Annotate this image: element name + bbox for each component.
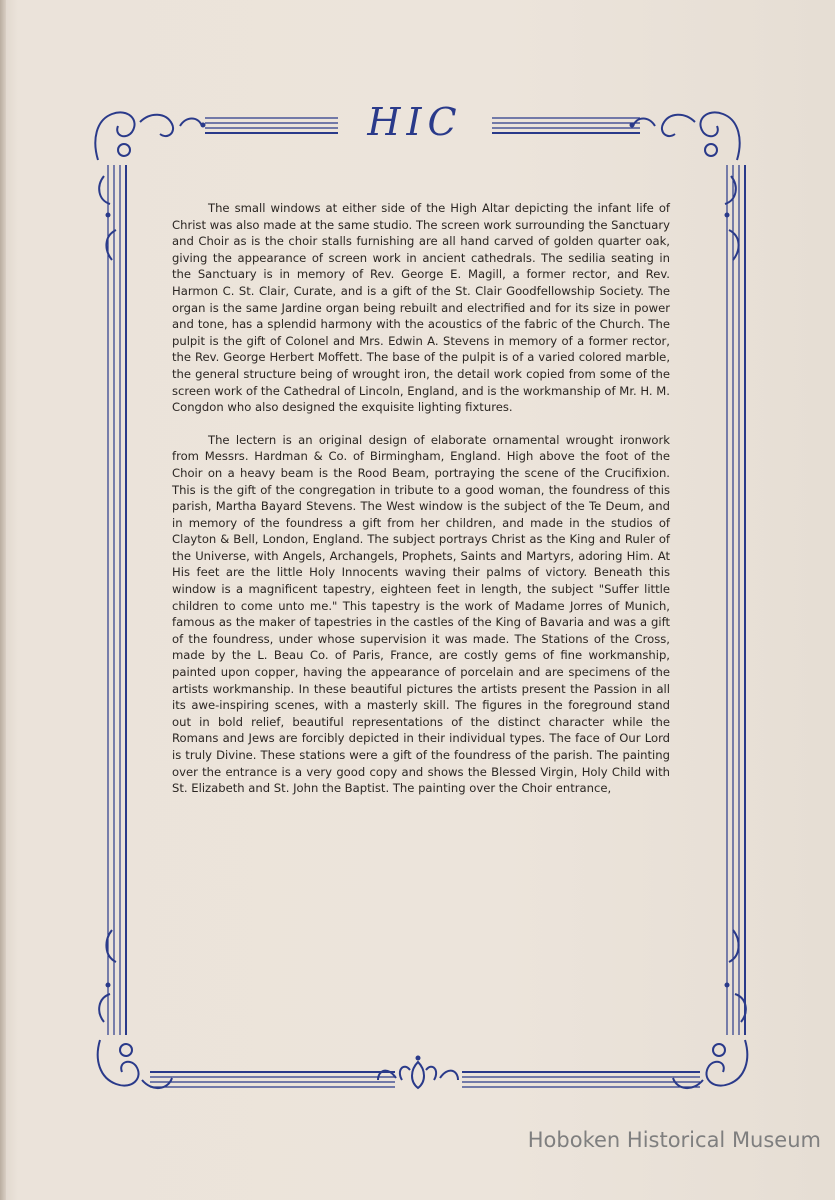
paragraph-lectern: The lectern is an original design of elaborate ornamental wrought ironwork from Messrs. Hardman & Co. of Birmingham, England. High above the foot of the Choir on a heavy beam is the Rood Beam, portraying the scene of the Crucifixion. This is the gift of the congregation in tribute to a good woman, the foundress of this parish, Martha Bayard Stevens. The West window is the subject of the Te Deum, and in memory of the foundress a gift from her children, and made in the studios of Clayton & Bell, London, England. The subject portrays Christ as the King and Ruler of the Universe, with Angels, Archangels, Prophets, Saints and Martyrs, adoring Him. At His feet are the little Holy Innocents waving their palms of victory. Beneath this window is a magnificent tapestry, eighteen feet in length, the subject "Suffer little children to come unto me." This tapestry is the work of Madame Jorres of Munich, famous as the maker of tapestries in the castles of the King of Bavaria and was a gift of the foundress, under whose supervision it was made. The Stations of the Cross, made by the L. Beau Co. of Paris, France, are costly gems of fine workmanship, painted upon copper, having the appearance of porcelain and are specimens of the artists workmanship. In these beautiful pictures the artists present the Passion in all its awe-inspiring scenes, with a masterly skill. The figures in the foreground stand out in bold relief, beautiful representations of the distinct character while the Romans and Jews are forcibly depicted in their individual types. The face of Our Lord is truly Divine. These stations were a gift of the foundress of the parish. The painting over the entrance is a very good copy and shows the Blessed Virgin, Holy Child with St. Elizabeth and St. John the Baptist. The painting over the Choir entrance,	[172, 432, 670, 796]
hic-monogram: HIC	[367, 100, 463, 144]
museum-watermark: Hoboken Historical Museum	[527, 1128, 821, 1152]
page-body	[172, 200, 670, 797]
paragraph-sanctuary: The small windows at either side of the High Altar depicting the infant life of Christ was also made at the same studio. The screen work surrounding the Sanctuary and Choir as is the choir stalls furnishing are all hand carved of golden quarter oak, giving the appearance of screen work in ancient cathedrals. The sedilia seating in the Sanctuary is in memory of Rev. George E. Magill, a former rector, and Rev. Harmon C. St. Clair, Curate, and is a gift of the St. Clair Goodfellowship Society. The organ is the same Jardine organ being rebuilt and electrified and for its size in power and tone, has a splendid harmony with the acoustics of the fabric of the Church. The pulpit is the gift of Colonel and Mrs. Edwin A. Stevens in memory of a former rector, the Rev. George Herbert Moffett. The base of the pulpit is of a varied colored marble, the general structure being of wrought iron, the detail work copied from some of the screen work of the Cathedral of Lincoln, England, and is the workmanship of Mr. H. M. Congdon who also designed the exquisite lighting fixtures.	[172, 201, 670, 415]
